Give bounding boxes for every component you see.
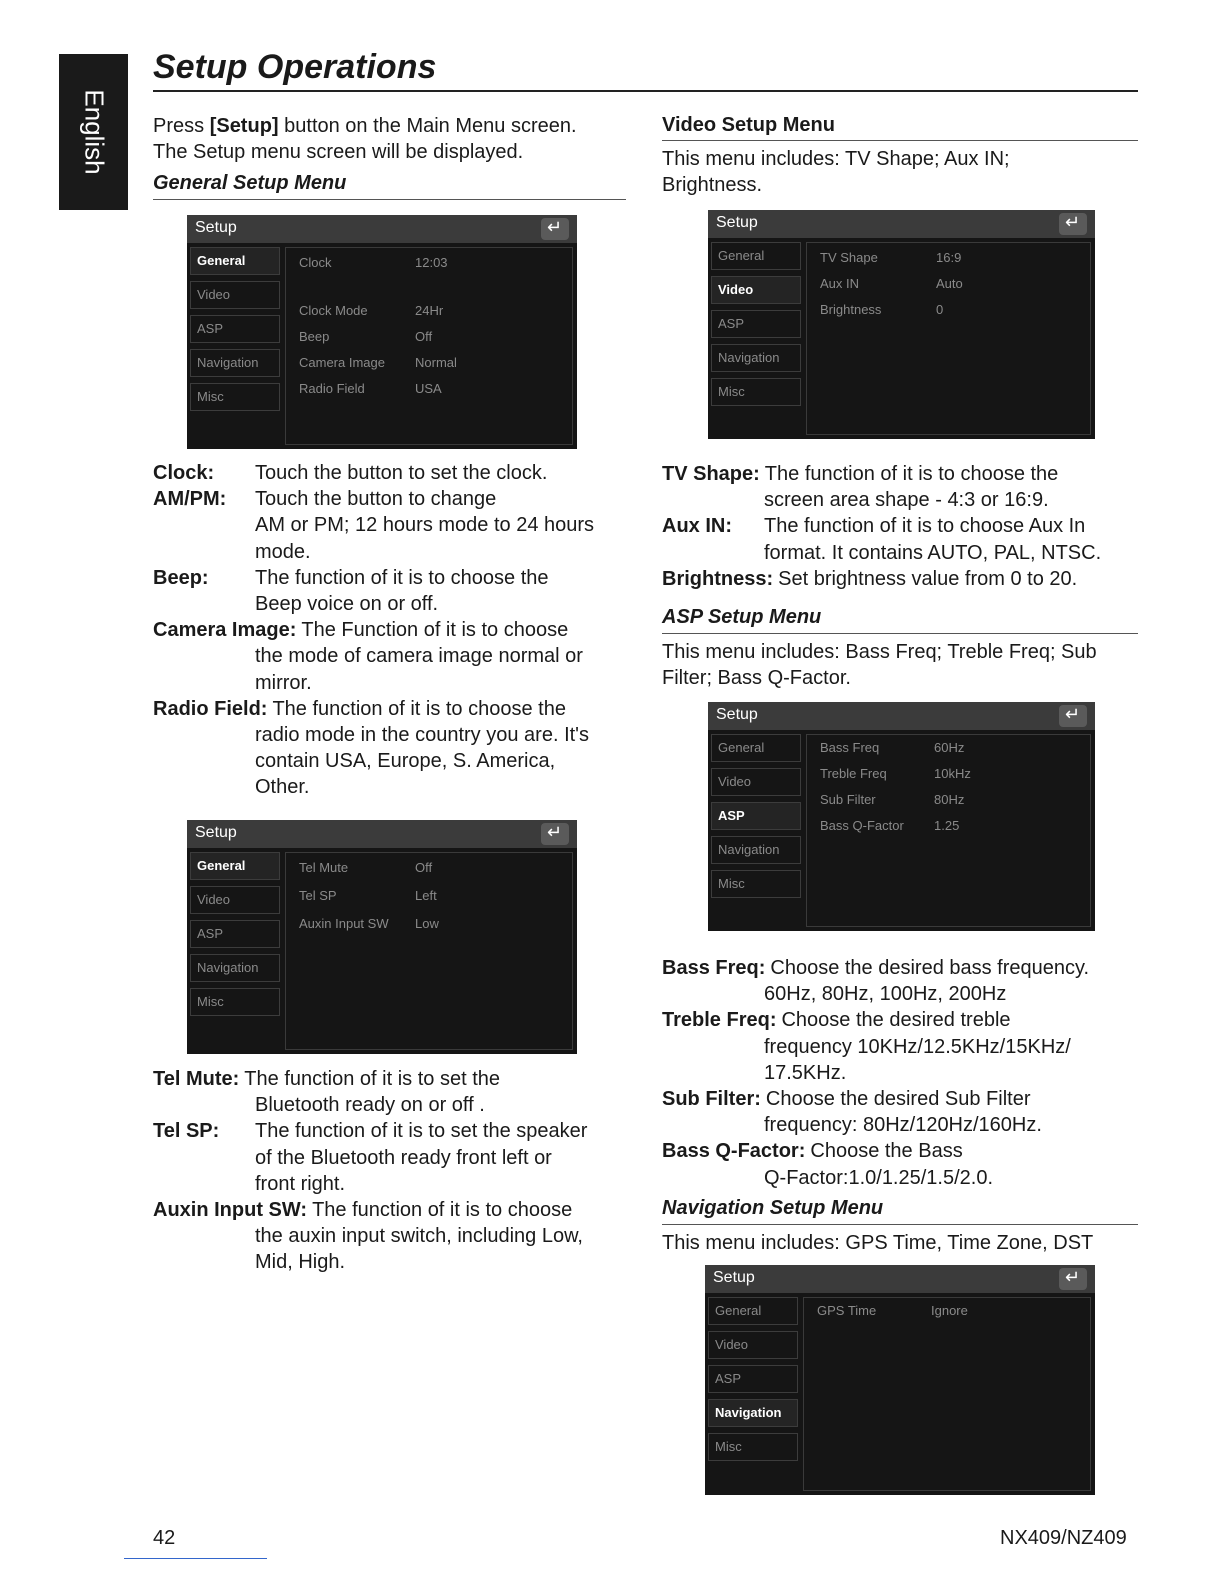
- nav-item-general[interactable]: General: [190, 852, 280, 880]
- definition-term: Camera Image:: [153, 619, 297, 642]
- definition-text: The function of it is to choose the: [255, 566, 549, 589]
- nav-item-asp[interactable]: ASP: [711, 310, 801, 338]
- definition-text: Touch the button to set the clock.: [255, 462, 548, 484]
- intro-text: [153, 113, 577, 165]
- screen-header: [708, 210, 1095, 238]
- definition-line: [662, 1007, 1142, 1033]
- nav-item-video[interactable]: Video: [190, 886, 280, 914]
- definition-text: Choose the desired bass frequency.: [770, 957, 1090, 979]
- definition-line: [662, 566, 1142, 592]
- definition-text: Choose the Bass: [810, 1140, 963, 1163]
- back-icon[interactable]: [541, 218, 569, 240]
- nav-item-video[interactable]: Video: [708, 1331, 798, 1359]
- general-heading: General Setup Menu: [153, 172, 347, 194]
- nav-item-misc[interactable]: Misc: [711, 378, 801, 406]
- nav-item-misc[interactable]: Misc: [190, 988, 280, 1016]
- setting-value[interactable]: 12:03: [415, 255, 448, 270]
- setting-label[interactable]: Clock: [299, 255, 332, 270]
- video-heading: Video Setup Menu: [662, 114, 835, 136]
- setting-label[interactable]: Beep: [299, 329, 330, 344]
- definition-item: [153, 460, 633, 486]
- definition-text: The Function of it is to choose: [301, 619, 569, 642]
- definition-line: screen area shape - 4:3 or 16:9.: [764, 489, 1049, 512]
- screen-title: Setup: [195, 219, 237, 236]
- asp-divider: [662, 633, 1138, 634]
- definition-line: [153, 565, 633, 591]
- definition-line: radio mode in the country you are. It's: [255, 724, 589, 747]
- video-setup-screen: [708, 210, 1095, 439]
- definition-term: Beep:: [153, 566, 209, 589]
- definition-term: Clock:: [153, 462, 215, 484]
- setting-value[interactable]: 16:9: [936, 250, 962, 265]
- setting-label[interactable]: Radio Field: [299, 381, 365, 396]
- nav-item-navigation[interactable]: Navigation: [711, 344, 801, 372]
- definition-line: Other.: [255, 776, 310, 799]
- definition-line: [153, 1197, 633, 1223]
- setting-label[interactable]: GPS Time: [817, 1303, 877, 1318]
- general-definitions-2: [153, 1066, 633, 1276]
- video-desc-line-2: Brightness.: [662, 174, 763, 196]
- definition-line: [662, 513, 1142, 539]
- definition-term: AM/PM:: [153, 488, 227, 511]
- nav-item-general[interactable]: General: [711, 734, 801, 762]
- definition-line: mirror.: [255, 671, 312, 694]
- screen-title: Setup: [195, 824, 237, 841]
- definition-item: [153, 617, 633, 696]
- definition-line: [153, 460, 633, 486]
- definition-text: Choose the desired treble: [781, 1009, 1011, 1032]
- nav-item-misc[interactable]: Misc: [190, 383, 280, 411]
- setting-label[interactable]: Auxin Input SW: [299, 916, 389, 931]
- nav-item-navigation[interactable]: Navigation: [190, 349, 280, 377]
- nav-item-misc[interactable]: Misc: [711, 870, 801, 898]
- definition-line: [153, 486, 633, 512]
- setting-label[interactable]: Brightness: [820, 302, 882, 317]
- definition-item: [662, 461, 1142, 513]
- setting-value[interactable]: Normal: [415, 355, 457, 370]
- definition-line: [153, 617, 633, 643]
- general-definitions: [153, 460, 633, 801]
- intro-line-1-text: Press [Setup] button on the Main Menu screen.: [153, 115, 577, 137]
- setting-value[interactable]: Auto: [936, 276, 963, 291]
- definition-line: mode.: [255, 540, 311, 563]
- setting-value[interactable]: Left: [415, 888, 437, 903]
- nav-item-asp[interactable]: ASP: [190, 920, 280, 948]
- definition-line: the auxin input switch, including Low,: [255, 1225, 583, 1248]
- definition-text: The function of it is to set the: [244, 1068, 500, 1090]
- definition-text: Choose the desired Sub Filter: [765, 1088, 1031, 1111]
- definition-item: [662, 955, 1142, 1007]
- back-icon[interactable]: [1059, 213, 1087, 235]
- definition-text: Touch the button to change: [255, 488, 497, 511]
- definition-term: Sub Filter:: [662, 1088, 761, 1111]
- definition-term: Bass Q-Factor:: [662, 1140, 806, 1163]
- definition-text: The function of it is to choose: [312, 1199, 573, 1222]
- nav-item-asp[interactable]: ASP: [711, 802, 801, 830]
- navigation-heading: Navigation Setup Menu: [662, 1197, 884, 1219]
- definition-term: Auxin Input SW:: [153, 1199, 308, 1222]
- setting-value[interactable]: Off: [415, 860, 433, 875]
- definition-term: Aux IN:: [662, 515, 732, 538]
- nav-item-navigation[interactable]: Navigation: [711, 836, 801, 864]
- nav-item-general[interactable]: General: [711, 242, 801, 270]
- general-setup-screen: [187, 215, 577, 449]
- setting-label[interactable]: Treble Freq: [820, 766, 887, 781]
- definition-line: front right.: [255, 1172, 346, 1195]
- definition-text: Set brightness value from 0 to 20.: [778, 567, 1078, 590]
- definition-item: [153, 565, 633, 617]
- asp-desc-line-1: This menu includes: Bass Freq; Treble Freq; Sub: [662, 641, 1097, 663]
- footer-line: [124, 1558, 267, 1559]
- setting-value[interactable]: Off: [415, 329, 433, 344]
- screen-title: Setup: [716, 706, 758, 723]
- definition-line: contain USA, Europe, S. America,: [255, 750, 556, 773]
- definition-term: Brightness:: [662, 567, 774, 590]
- definition-line: Q-Factor:1.0/1.25/1.5/2.0.: [764, 1166, 994, 1189]
- definition-line: [662, 1138, 1142, 1164]
- asp-desc-line-2: Filter; Bass Q-Factor.: [662, 667, 851, 689]
- definition-item: [662, 1086, 1142, 1138]
- definition-line: of the Bluetooth ready front left or: [255, 1146, 552, 1169]
- model-number: NX409/NZ409: [1000, 1527, 1127, 1549]
- definition-line: 17.5KHz.: [764, 1061, 847, 1084]
- intro-line-2: The Setup menu screen will be displayed.: [153, 141, 524, 163]
- definition-item: [662, 1007, 1142, 1086]
- intro-line-1: [153, 113, 577, 139]
- definition-line: frequency 10KHz/12.5KHz/15KHz/: [764, 1035, 1071, 1058]
- definition-line: Bluetooth ready on or off .: [255, 1094, 485, 1117]
- setting-value[interactable]: 80Hz: [934, 792, 965, 807]
- nav-item-misc[interactable]: Misc: [708, 1433, 798, 1461]
- definition-text: The function of it is to choose the: [764, 463, 1059, 485]
- setting-label[interactable]: Aux IN: [820, 276, 860, 291]
- nav-item-video[interactable]: Video: [190, 281, 280, 309]
- definition-line: format. It contains AUTO, PAL, NTSC.: [764, 541, 1102, 564]
- setting-label[interactable]: Tel SP: [299, 888, 337, 903]
- language-tab: [59, 54, 128, 210]
- setup-keyword: [Setup]: [209, 115, 279, 137]
- nav-item-asp[interactable]: ASP: [708, 1365, 798, 1393]
- screen-title: Setup: [716, 214, 758, 231]
- navigation-setup-screen: [705, 1265, 1095, 1495]
- back-icon[interactable]: [541, 823, 569, 845]
- definition-line: Beep voice on or off.: [255, 593, 439, 616]
- setting-value[interactable]: 0: [936, 302, 944, 317]
- asp-heading: ASP Setup Menu: [662, 606, 822, 628]
- definition-item: [662, 513, 1142, 565]
- definition-term: Treble Freq:: [662, 1009, 777, 1032]
- screen-title: Setup: [713, 1269, 755, 1286]
- setting-value[interactable]: 60Hz: [934, 740, 965, 755]
- settings-panel: [803, 1297, 1091, 1491]
- setting-label[interactable]: Clock Mode: [299, 303, 368, 318]
- nav-item-asp[interactable]: ASP: [190, 315, 280, 343]
- definition-line: AM or PM; 12 hours mode to 24 hours: [255, 514, 595, 537]
- video-desc: [662, 146, 1010, 198]
- definition-line: Mid, High.: [255, 1251, 346, 1274]
- setting-label[interactable]: Camera Image: [299, 355, 385, 370]
- nav-item-general[interactable]: General: [708, 1297, 798, 1325]
- setting-label[interactable]: Tel Mute: [299, 860, 349, 875]
- definition-line: the mode of camera image normal or: [255, 645, 583, 668]
- page-title: Setup Operations: [153, 48, 437, 86]
- nav-item-general[interactable]: General: [190, 247, 280, 275]
- setting-label[interactable]: Sub Filter: [820, 792, 876, 807]
- screen-header: [187, 215, 577, 243]
- setting-value[interactable]: Low: [415, 916, 439, 931]
- page-number: 42: [153, 1527, 176, 1549]
- setting-value[interactable]: Ignore: [931, 1303, 968, 1318]
- definition-item: [153, 696, 633, 801]
- settings-panel: [285, 247, 573, 445]
- title-divider: [153, 90, 1138, 92]
- definition-term: Tel Mute:: [153, 1068, 240, 1090]
- setting-value[interactable]: 24Hr: [415, 303, 444, 318]
- definition-line: 60Hz, 80Hz, 100Hz, 200Hz: [764, 983, 1007, 1006]
- back-icon[interactable]: [1059, 705, 1087, 727]
- definition-line: [662, 955, 1142, 981]
- definition-line: [153, 696, 633, 722]
- setting-value[interactable]: 1.25: [934, 818, 960, 833]
- setting-label[interactable]: Bass Q-Factor: [820, 818, 904, 833]
- definition-item: [662, 1138, 1142, 1190]
- definition-text: The function of it is to choose the: [272, 697, 566, 720]
- definition-term: Bass Freq:: [662, 957, 766, 979]
- navigation-desc: This menu includes: GPS Time, Time Zone, DST: [662, 1232, 1094, 1254]
- setting-label[interactable]: Bass Freq: [820, 740, 880, 755]
- asp-definitions: [662, 955, 1142, 1191]
- video-definitions: [662, 461, 1142, 592]
- language-tab-label: English: [79, 89, 109, 175]
- definition-line: [662, 461, 1142, 487]
- definition-item: [153, 1197, 633, 1276]
- definition-item: [153, 486, 633, 565]
- asp-setup-screen: [708, 702, 1095, 931]
- back-icon[interactable]: [1059, 1268, 1087, 1290]
- nav-item-video[interactable]: Video: [711, 276, 801, 304]
- definition-item: [153, 1118, 633, 1197]
- setting-label[interactable]: TV Shape: [820, 250, 878, 265]
- definition-text: The function of it is to choose Aux In: [764, 515, 1086, 538]
- screen-header: [705, 1265, 1095, 1293]
- setting-value[interactable]: USA: [415, 381, 442, 396]
- definition-line: frequency: 80Hz/120Hz/160Hz.: [764, 1114, 1042, 1137]
- video-divider: [662, 140, 1138, 141]
- settings-panel: [806, 242, 1091, 435]
- definition-term: TV Shape:: [662, 463, 760, 485]
- nav-item-navigation[interactable]: Navigation: [190, 954, 280, 982]
- definition-line: [153, 1118, 633, 1144]
- definition-item: [662, 566, 1142, 592]
- general-setup-screen-2: [187, 820, 577, 1054]
- asp-desc: [662, 639, 1097, 691]
- navigation-divider: [662, 1224, 1138, 1225]
- general-divider: [153, 199, 626, 200]
- screen-header: [708, 702, 1095, 730]
- definition-text: The function of it is to set the speaker: [255, 1120, 588, 1143]
- video-desc-line-1: This menu includes: TV Shape; Aux IN;: [662, 148, 1010, 170]
- nav-item-navigation[interactable]: Navigation: [708, 1399, 798, 1427]
- definition-item: [153, 1066, 633, 1118]
- definition-term: Radio Field:: [153, 697, 268, 720]
- definition-line: [153, 1066, 633, 1092]
- setting-value[interactable]: 10kHz: [934, 766, 971, 781]
- definition-term: Tel SP:: [153, 1120, 220, 1143]
- definition-line: [662, 1086, 1142, 1112]
- settings-panel: [285, 852, 573, 1050]
- screen-header: [187, 820, 577, 848]
- nav-item-video[interactable]: Video: [711, 768, 801, 796]
